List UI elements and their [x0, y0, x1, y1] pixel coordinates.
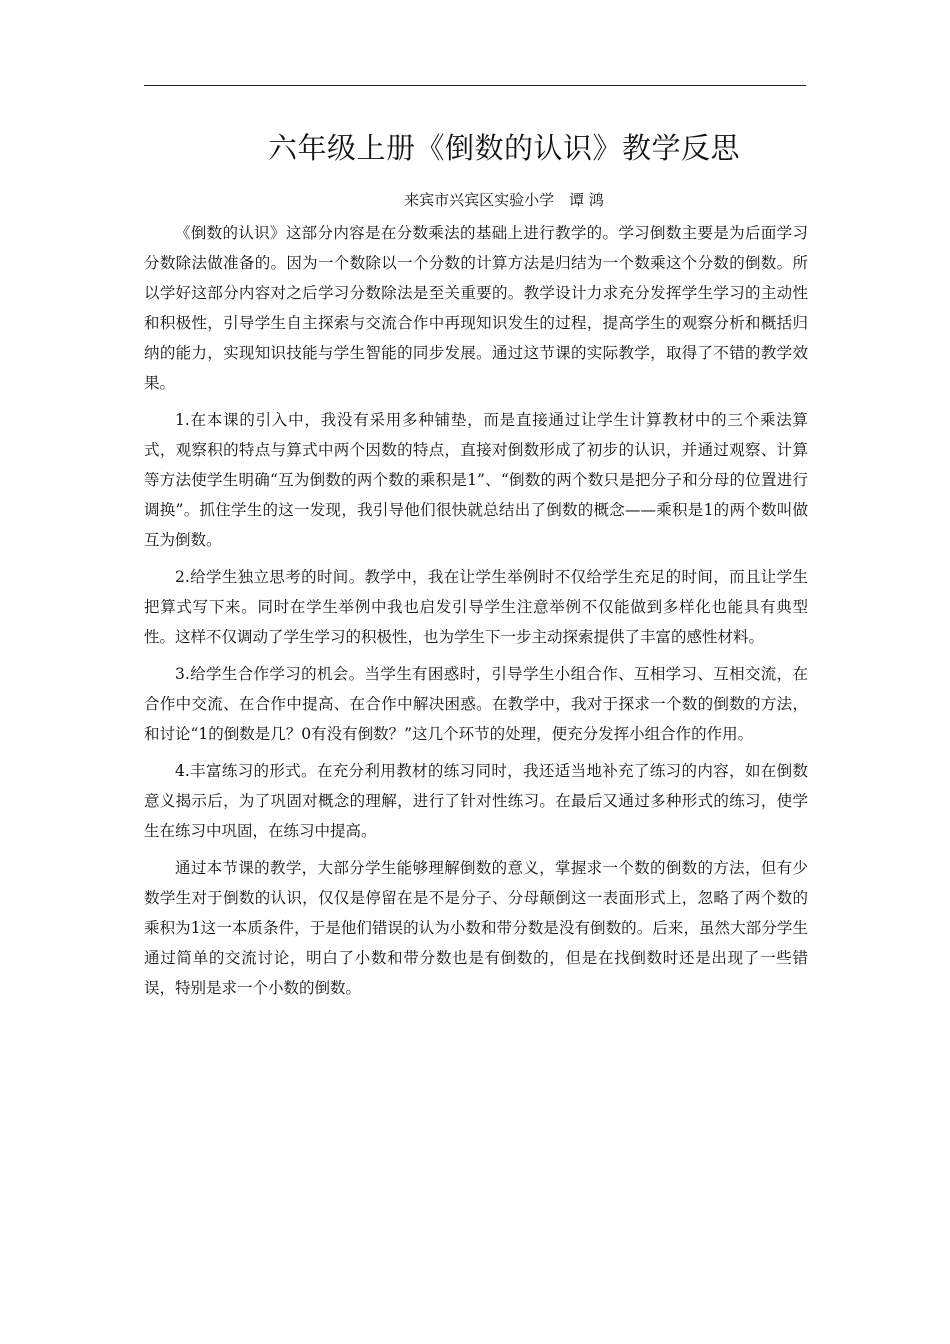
document-title: 六年级上册《倒数的认识》教学反思 [267, 131, 740, 165]
paragraph-conclusion: 通过本节课的教学，大部分学生能够理解倒数的意义，掌握求一个数的倒数的方法，但有少数学生对于倒数的认识，仅仅是停留在是不是分子、分母颠倒这一表面形式上，忽略了两个数的乘积为1这一本质条件，于是他们错误的认为小数和带分数是没有倒数的。后来，虽然大部分学生通过简单的交流讨论，明白了小数和带分数也是有倒数的，但是在找倒数时还是出现了一些错误，特别是求一个小数的倒数。 [144, 859, 808, 997]
paragraph-point-4: 4.丰富练习的形式。在充分利用教材的练习同时，我还适当地补充了练习的内容，如在倒数意义揭示后，为了巩固对概念的理解，进行了针对性练习。在最后又通过多种形式的练习，使学生在练习中巩固，在练习中提高。 [144, 762, 808, 840]
document-body [144, 218, 808, 1010]
paragraph-point-2: 2.给学生独立思考的时间。教学中，我在让学生举例时不仅给学生充足的时间，而且让学生把算式写下来。同时在学生举例中我也启发引导学生注意举例不仅能做到多样化也能具有典型性。这样不仅调动了学生学习的积极性，也为学生下一步主动探索提供了丰富的感性材料。 [144, 568, 808, 646]
author-line: 来宾市兴宾区实验小学 谭 鸿 [404, 191, 604, 209]
paragraph-intro: 《倒数的认识》这部分内容是在分数乘法的基础上进行教学的。学习倒数主要是为后面学习分数除法做准备的。因为一个数除以一个分数的计算方法是归结为一个数乘这个分数的倒数。所以学好这部分内容对之后学习分数除法是至关重要的。教学设计力求充分发挥学生学习的主动性和积极性，引导学生自主探索与交流合作中再现知识发生的过程，提高学生的观察分析和概括归纳的能力，实现知识技能与学生智能的同步发展。通过这节课的实际教学，取得了不错的教学效果。 [144, 224, 808, 392]
header-rule [144, 85, 806, 86]
paragraph-point-3: 3.给学生合作学习的机会。当学生有困惑时，引导学生小组合作、互相学习、互相交流，在合作中交流、在合作中提高、在合作中解决困惑。在教学中，我对于探求一个数的倒数的方法，和讨论“1的倒数是几？0有没有倒数？”这几个环节的处理，便充分发挥小组合作的作用。 [144, 665, 808, 743]
paragraph-point-1: 1.在本课的引入中，我没有采用多种铺垫，而是直接通过让学生计算教材中的三个乘法算式，观察积的特点与算式中两个因数的特点，直接对倒数形成了初步的认识，并通过观察、计算等方法使学生明确“互为倒数的两个数的乘积是1”、“倒数的两个数只是把分子和分母的位置进行调换”。抓住学生的这一发现，我引导他们很快就总结出了倒数的概念——乘积是1的两个数叫做互为倒数。 [144, 411, 808, 549]
